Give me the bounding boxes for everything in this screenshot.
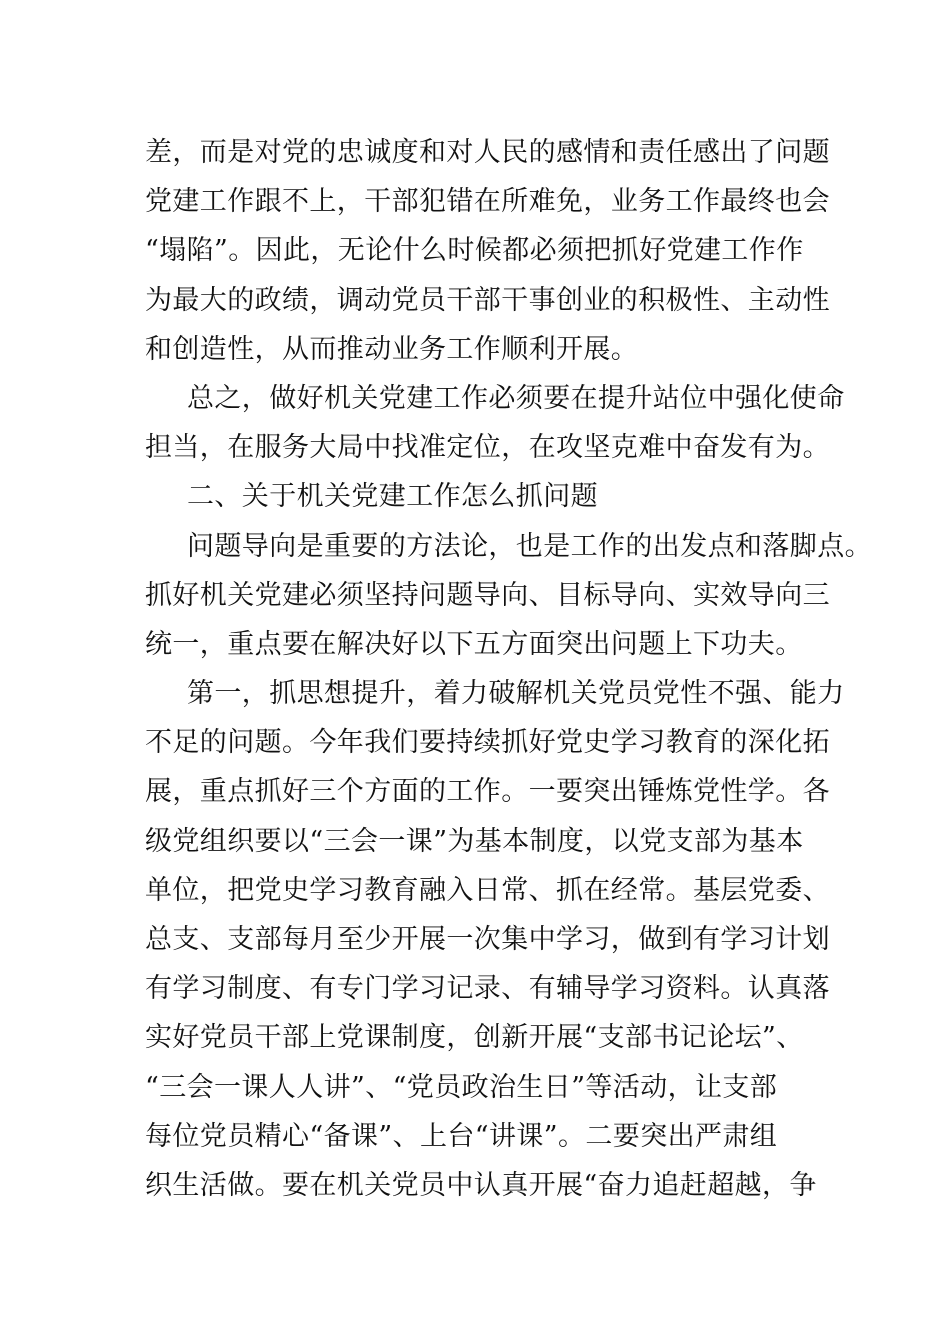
text-line: 织生活做。要在机关党员中认真开展“奋力追赶超越，争 [145, 1169, 817, 1201]
text-line: 和创造性，从而推动业务工作顺利开展。 [145, 333, 639, 365]
text-line: 级党组织要以“三会一课”为基本制度，以党支部为基本 [145, 825, 804, 857]
text-line: 统一，重点要在解决好以下五方面突出问题上下功夫。 [145, 628, 803, 660]
text-line: 单位，把党史学习教育融入日常、抓在经常。基层党委、 [145, 874, 830, 906]
text-line: “三会一课人人讲”、“党员政治生日”等活动，让支部 [145, 1071, 778, 1103]
text-line: 不足的问题。今年我们要持续抓好党史学习教育的深化拓 [145, 727, 830, 759]
text-line: 总支、支部每月至少开展一次集中学习，做到有学习计划 [145, 924, 830, 955]
paragraph-start-line: 第一，抓思想提升，着力破解机关党员党性不强、能力 [187, 678, 845, 710]
text-line: 有学习制度、有专门学习记录、有辅导学习资料。认真落 [145, 973, 830, 1005]
section-heading: 二、关于机关党建工作怎么抓问题 [187, 481, 598, 513]
text-line: 展，重点抓好三个方面的工作。一要突出锤炼党性学。各 [145, 776, 830, 808]
text-line: 为最大的政绩，调动党员干部干事创业的积极性、主动性 [145, 284, 830, 316]
text-line: 差，而是对党的忠诚度和对人民的感情和责任感出了问题 [145, 137, 830, 168]
document-body [145, 128, 872, 1210]
text-line: “塌陷”。因此，无论什么时候都必须把抓好党建工作作 [145, 235, 804, 267]
text-line: 党建工作跟不上，干部犯错在所难免，业务工作最终也会 [145, 186, 830, 218]
text-line: 实好党员干部上党课制度，创新开展“支部书记论坛”、 [145, 1022, 804, 1054]
text-line: 担当，在服务大局中找准定位，在攻坚克难中奋发有为。 [145, 432, 830, 464]
paragraph-start-line: 总之，做好机关党建工作必须要在提升站位中强化使命 [187, 382, 845, 414]
text-line: 每位党员精心“备课”、上台“讲课”。二要突出严肃组 [145, 1120, 778, 1152]
paragraph-start-line: 问题导向是重要的方法论，也是工作的出发点和落脚点。 [187, 530, 872, 562]
text-line: 抓好机关党建必须坚持问题导向、目标导向、实效导向三 [145, 579, 830, 611]
